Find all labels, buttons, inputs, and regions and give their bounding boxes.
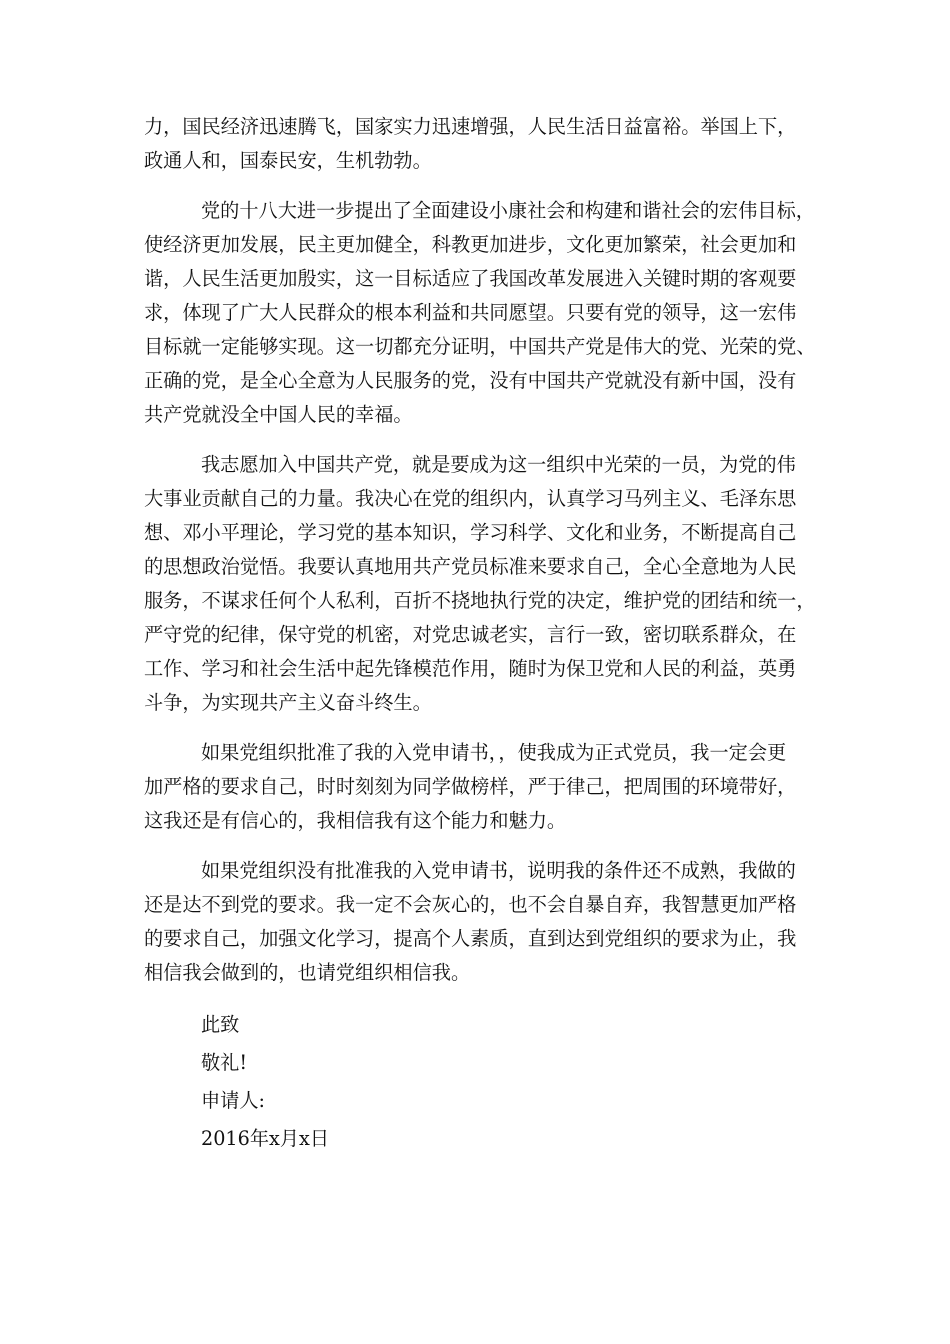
paragraph-line: 还是达不到党的要求。我一定不会灰心的，也不会自暴自弃，我智慧更加严格 [144, 893, 797, 916]
paragraph-line: 党的十八大进一步提出了全面建设小康社会和构建和谐社会的宏伟目标， [201, 199, 815, 222]
paragraph-line: 相信我会做到的，也请党组织相信我。 [144, 961, 471, 984]
closing-salutation: 此致 [201, 1013, 240, 1036]
paragraph-4 [144, 736, 808, 838]
paragraph-line: 如果党组织没有批准我的入党申请书，说明我的条件还不成熟，我做的 [201, 859, 796, 882]
paragraph-line: 大事业贡献自己的力量。我决心在党的组织内，认真学习马列主义、毛泽东思 [144, 487, 797, 510]
paragraph-2 [144, 194, 816, 432]
paragraph-line: 这我还是有信心的，我相信我有这个能力和魅力。 [144, 809, 567, 832]
applicant-label: 申请人: [201, 1089, 266, 1112]
paragraph-line: 的要求自己，加强文化学习，提高个人素质，直到达到党组织的要求为止，我 [144, 927, 797, 950]
paragraph-line: 求，体现了广大人民群众的根本利益和共同愿望。只要有党的领导，这一宏伟 [144, 301, 797, 324]
letter-date: 2016年x月x日 [201, 1127, 330, 1150]
paragraph-line: 正确的党，是全心全意为人民服务的党，没有中国共产党就没有新中国，没有 [144, 369, 797, 392]
paragraph-1 [144, 110, 808, 178]
paragraph-line: 共产党就没全中国人民的幸福。 [144, 403, 413, 426]
paragraph-line: 工作、学习和社会生活中起先锋模范作用，随时为保卫党和人民的利益，英勇 [144, 657, 797, 680]
paragraph-line: 加严格的要求自己，时时刻刻为同学做榜样，严于律己，把周围的环境带好， [144, 775, 797, 798]
paragraph-line: 力，国民经济迅速腾飞，国家实力迅速增强，人民生活日益富裕。举国上下， [144, 115, 797, 138]
paragraph-line: 谐，人民生活更加殷实，这一目标适应了我国改革发展进入关键时期的客观要 [144, 267, 797, 290]
paragraph-line: 如果党组织批准了我的入党申请书，，使我成为正式党员，我一定会更 [201, 741, 787, 764]
document-body [144, 110, 816, 1158]
letter-closing [144, 1006, 808, 1158]
paragraph-5 [144, 854, 808, 990]
closing-regards: 敬礼! [201, 1051, 248, 1074]
paragraph-line: 服务，不谋求任何个人私利，百折不挠地执行党的决定，维护党的团结和统一， [144, 589, 816, 612]
paragraph-3 [144, 448, 816, 720]
paragraph-line: 斗争，为实现共产主义奋斗终生。 [144, 691, 432, 714]
paragraph-line: 使经济更加发展，民主更加健全，科教更加进步，文化更加繁荣，社会更加和 [144, 233, 797, 256]
paragraph-line: 目标就一定能够实现。这一切都充分证明，中国共产党是伟大的党、光荣的党、 [144, 335, 816, 358]
paragraph-line: 我志愿加入中国共产党，就是要成为这一组织中光荣的一员，为党的伟 [201, 453, 796, 476]
paragraph-line: 想、邓小平理论，学习党的基本知识，学习科学、文化和业务，不断提高自己 [144, 521, 797, 544]
paragraph-line: 政通人和，国泰民安，生机勃勃。 [144, 149, 432, 172]
paragraph-line: 的思想政治觉悟。我要认真地用共产党员标准来要求自己，全心全意地为人民 [144, 555, 797, 578]
paragraph-line: 严守党的纪律，保守党的机密，对党忠诚老实，言行一致，密切联系群众，在 [144, 623, 797, 646]
